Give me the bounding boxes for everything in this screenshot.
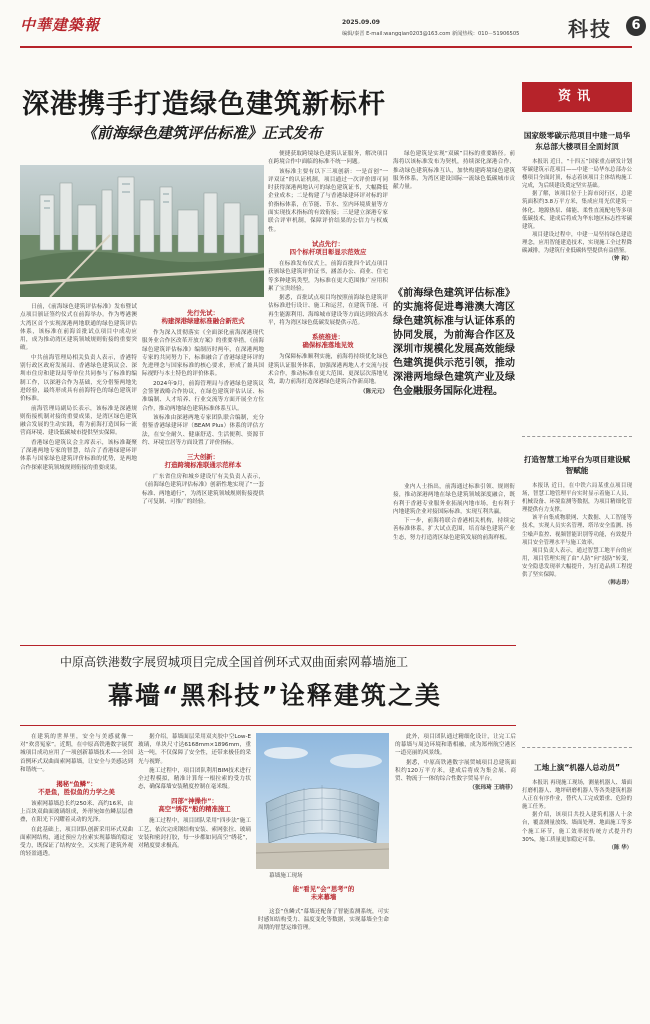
paragraph: 据介绍，该项目共投入建筑机器人十余台，覆盖测量放线、墙面处理、地面施工等多个施工环节，施工效率较传统方式提升约30%，施工质量更加稳定可靠。 (522, 812, 632, 843)
story2-column-2 (138, 733, 251, 1005)
paragraph: 中共前海管理局相关负责人表示，香港特别行政区政府发展局、香港绿色建筑议会、深圳市住房和建设局等单位共同参与了标准的编制工作，以深港合作为基础，充分借鉴两地先进经验，最终形成具有前海特色的绿色建筑评价标准。 (20, 354, 137, 403)
news-item-title: 打造智慧工地平台为项目建设赋智赋能 (523, 455, 631, 475)
story1-column-4 (393, 150, 515, 280)
paragraph: 日前，《前海绿色建筑评估标准》发布暨试点项目颁证签约仪式在前海举办。作为粤港澳大湾区首个实现深港两地联通的绿色建筑评估体系，该标准在前海首批试点项目中成功应用，成为推动湾区建筑领域规则衔接的重要突破。 (20, 304, 137, 352)
paragraph: 为保障标准顺利实施，前海将持续优化绿色建筑认证服务体系，加强深港两地人才交流与技术合作，推动标准在更大范围、更深层次落地见效，助力前海打造深港绿色建筑合作新高地。 (268, 354, 388, 386)
paragraph: 该索网幕墙总长约250米、高约16米，由上百块双曲面玻璃组成，外形宛如鱼鳞层层叠叠，在阳光下闪耀着灵动的光泽。 (20, 801, 133, 824)
news-item-title: 国家级零碳示范项目中建一局华东总部大楼项目全面封顶 (523, 131, 631, 151)
section-subtitle (258, 885, 389, 901)
paragraph: 项目负责人表示，通过智慧工地平台的应用，项目管理实现了由“人防”向“技防”转变，安全隐患发现率大幅提升，为打造品质工程提供了坚实保障。 (522, 547, 632, 579)
sidebar-header: 资讯 (522, 82, 632, 112)
story1-column-4-bottom (393, 483, 515, 658)
news-item-body (522, 158, 632, 418)
subtitle-line: 三大创新： (187, 453, 219, 462)
section-name: 科技 (568, 17, 612, 41)
paragraph: 在建筑的世界里，安全与美感就像一对“欢喜冤家”。近期，在中原高铁港数字展贸城项目成功应用了一项创新幕墙技术——全国首例环式双曲面索网幕墙，让安全与美感达到和谐统一。 (20, 734, 133, 773)
main-headline: 深港携手打造绿色建筑新标杆 (22, 89, 386, 120)
pull-quote: 《前海绿色建筑评估标准》的实施将促进粤港澳大湾区绿色建筑标准与认证体系的协同发展，为前海合作区及深圳市规模化发展高效能绿色建筑提供示范引领，推动深港两地绿色建筑产业及绿色金融服务国际化进程。 (393, 288, 515, 397)
story2-headline: 幕墙“黑科技”诠释建筑之美 (108, 681, 442, 710)
story1-column-2 (142, 303, 264, 661)
paragraph: 在此基础上，项目团队创新采用环式双曲面索网结构，通过预应力拉索实现幕墙的稳定受力，既保证了结构安全，又实现了建筑外观的轻盈通透。 (20, 826, 133, 858)
paragraph: 据了解，该项目位于上海市闵行区，总建筑面积约3.8万平方米，集成应用光伏建筑一体化、地源热泵、储能、柔性直流配电等多项低碳技术，建成后将成为华东地区标志性零碳建筑。 (522, 191, 632, 230)
story2-kicker: 中原高铁港数字展贸城项目完成全国首例环式双曲面索网幕墙施工 (60, 655, 409, 669)
divider (522, 747, 632, 748)
story2-column-center (258, 908, 389, 1005)
paragraph: 施工过程中，项目团队利用BIM技术进行全过程模拟，精准计算每一根拉索的受力状态，确保幕墙安装精度控制在毫米级。 (138, 767, 251, 791)
news-item-body (522, 779, 632, 984)
paragraph: 施工过程中，项目团队采用“四步法”施工工艺，依次完成钢结构安装、索网张拉、玻璃安装和密封打胶，每一步都如同高空“绣花”，对精度要求极高。 (138, 818, 251, 850)
paragraph: 本报讯 近日，在中铁六局某重点项目现场，智慧工地管理平台实时显示着施工人员、机械设备、环境监测等数据，为项目精细化管理提供有力支撑。 (522, 483, 632, 514)
news-item (522, 444, 632, 744)
curtain-wall-photo (256, 733, 389, 869)
subtitle-line: 不是鱼，胜似鱼的力学之美 (38, 788, 115, 797)
subtitle-line: 能“看见”会“思考”的 (292, 885, 355, 893)
subtitle-line: 先行先试： (187, 309, 219, 317)
subtitle-line: 揭秘“鱼鳞”： (56, 780, 97, 789)
paragraph: 广东省住房和城乡建设厅有关负责人表示，《前海绿色建筑评估标准》创新性地实现了“一套标准、两地通行”，为湾区建筑领域规则衔接提供了可复制、可推广的经验。 (142, 474, 264, 506)
news-item (522, 752, 632, 1002)
paragraph: 在标准发布仪式上，前海首批四个试点项目获颁绿色建筑评价证书，涵盖办公、商业、住宅等多种建筑类型，为标准在更大范围推广应用积累了宝贵经验。 (268, 260, 388, 292)
paragraph: 业内人士指出，前海通过标准引领、规则衔接，推动深港两地在绿色建筑领域深度融合，既有利于香港专业服务业拓展内地市场，也有利于内地建筑企业对接国际标准，实现互利共赢。 (393, 484, 515, 515)
subtitle-line: 打造跨境标准联通示范样本 (164, 461, 242, 470)
section-subtitle (142, 453, 264, 469)
aerial-photo-illustration (20, 165, 264, 297)
section-subtitle (142, 309, 264, 325)
paragraph: 这套“鱼鳞式”幕墙还配备了智能监测系统，可实时感知结构受力、温度变化等数据，实现幕墙全生命周期的智慧运维管理。 (258, 909, 389, 932)
paragraph: 该平台集成物联网、大数据、人工智能等技术，实现人员实名管理、塔吊安全监测、扬尘噪声监控、视频智能识别等功能，有效提升项目安全管理水平与施工效率。 (522, 515, 632, 546)
byline: （张玮琦 王晓菲） (469, 785, 516, 792)
paragraph: 该标准主要有以下三项创新：一是首创“一评双证”的认证机制，项目通过一次评价即可同时获得深港两地认可的绿色建筑证书，大幅降低企业成本；二是构建了与香港绿建环评对标的评价指标体系，在节能、节水、室内环境质量等方面实现技术指标的有效衔接；三是建立深港专家联合评审机制，保障评价结果的公信力与权威性。 (268, 168, 388, 233)
masthead (20, 10, 641, 48)
byline: （陈 华） (608, 844, 632, 851)
byline: （陈元元） (360, 388, 388, 395)
subtitle-line: 未来幕墙 (310, 893, 337, 901)
subtitle-line: 四部“神操作”： (171, 797, 218, 806)
story2-column-1 (20, 733, 133, 1005)
editor-contact-line: 编辑/秦晋 E-mail:wangqian0203@163.com 新闻热线：010－51906505 (342, 31, 520, 37)
byline: （韩志昂） (605, 580, 632, 587)
paragraph: 前海管理局副局长表示，该标准是深港规则衔接机制对接的重要成果，是湾区绿色建筑融合发展的生动实践，将为前海打造国际一流营商环境、建设低碳城市提供坚实保障。 (20, 405, 137, 437)
paragraph: 据悉，首批试点项目均按照前海绿色建筑评估标准进行设计、施工和运营，在建筑节能、可再生能源利用、海绵城市建设等方面达到较高水平，将为湾区绿色低碳发展提供示范。 (268, 295, 388, 327)
paragraph: 作为深入贯彻落实《全面深化前海深港现代服务业合作区改革开放方案》的重要举措，《前海绿色建筑评估标准》编制历时两年，在深港两地专家的共同努力下，标准融合了香港绿建环评的先进理念与国家标准的核心要求，形成了兼具国际视野与本土特色的评价体系。 (142, 330, 264, 378)
paragraph: 下一步，前海将联合香港相关机构，持续完善标准体系，扩大试点范围，培育绿色建筑产业生态，努力打造湾区绿色建筑发展的前海样板。 (393, 518, 515, 541)
section-subtitle (138, 797, 251, 813)
photo-caption: 幕墙施工现场 (269, 873, 303, 879)
paragraph: 2024年9月，前海管理局与香港绿色建筑议会签署战略合作协议，在绿色建筑评估认证、标准编制、人才培养、行业交流等方面开展全方位合作，推动两地绿色建筑标准体系互认。 (142, 380, 264, 412)
issue-date: 2025.09.09 (342, 19, 380, 26)
subtitle-line: 构建深港绿建标准融合新范式 (161, 317, 245, 325)
paragraph: 香港绿色建筑议会主席表示，该标准凝聚了深港两地专家的智慧，结合了香港绿建环评体系与国家绿色建筑评价标准的优势，是两地合作探索建筑领域规则衔接的重要成果。 (20, 439, 137, 471)
paragraph: 本报讯 再现施工现场，测量机器人、墙面打磨机器人、地坪研磨机器人等各类建筑机器人正在有序作业，替代人工完成繁重、危险的施工任务。 (522, 780, 632, 811)
news-item-body (522, 482, 632, 727)
section-subtitle (20, 780, 133, 796)
news-item-title: 工地上演“机器人总动员” (534, 763, 620, 772)
story1-column-1 (20, 303, 137, 661)
newspaper-logo: 中華建築報 (20, 16, 101, 34)
aerial-city-photo (20, 165, 264, 297)
news-sidebar (522, 82, 632, 1002)
story1-column-3 (268, 150, 388, 660)
paragraph: 据介绍，幕墙面层采用双夹胶中空Low-E玻璃，单块尺寸达6168mm×1896mm，重达一吨，不仅保障了安全性，还带来极佳的采光与视野。 (138, 734, 251, 765)
subtitle-line: 系统推进： (312, 333, 344, 342)
paragraph: 便捷获取跨境绿色建筑认证服务，解决项目在跨境合作中面临的标准不统一问题。 (268, 151, 388, 166)
paragraph: 据悉，中原高铁港数字展贸城项目总建筑面积约120万平方米，建成后将成为集会展、商贸、物流于一体的综合性数字贸易平台。 (395, 759, 516, 783)
paragraph: 项目建设过程中，中建一局坚持绿色建造理念，应用智能建造技术，实现施工全过程降碳减排，为建筑行业低碳转型提供有益借鉴。 (522, 231, 632, 255)
main-subheadline: 《前海绿色建筑评估标准》正式发布 (82, 124, 323, 142)
story2-column-3 (395, 733, 516, 1005)
divider (522, 436, 632, 437)
section-subtitle (268, 333, 388, 349)
section-rule (20, 725, 516, 726)
section-rule (20, 645, 516, 646)
paragraph: 此外，项目团队通过精细化设计，让完工后的幕墙与周边环境和谐相融，成为郑州航空港区一道亮丽的风景线。 (395, 734, 516, 757)
paragraph: 绿色建筑是实现“双碳”目标的重要路径。前海将以该标准发布为契机，持续深化深港合作，推动绿色建筑标准互认，加快构建跨境绿色建筑服务体系，为湾区建设国际一流绿色低碳城市贡献力量。 (393, 151, 515, 191)
subtitle-line: 确保标准落地见效 (302, 341, 354, 350)
byline: （钟 和） (608, 256, 632, 263)
paragraph: 本报讯 近日，“十四五”国家重点研发计划零碳建筑示范项目——中建一局华东总部办公楼项目全面封顶，标志着该项目主体结构施工完成，为后续建设奠定坚实基础。 (522, 159, 632, 190)
subtitle-line: 四个标杆项目彰显示范效应 (289, 247, 367, 256)
curtain-wall-illustration (256, 733, 389, 869)
section-subtitle (268, 240, 388, 256)
page-number-badge: 6 (626, 16, 646, 36)
news-item (522, 120, 632, 430)
subtitle-line: 试点先行： (312, 239, 344, 248)
paragraph: 该标准由深港两地专家团队联合编制，充分借鉴香港绿建环评（BEAM Plus）体系的评估方法，在安全耐久、健康舒适、生活便利、资源节约、环境宜居等方面设置了评价指标。 (142, 414, 264, 446)
subtitle-line: 高空“绣花”般的精准施工 (158, 805, 231, 814)
